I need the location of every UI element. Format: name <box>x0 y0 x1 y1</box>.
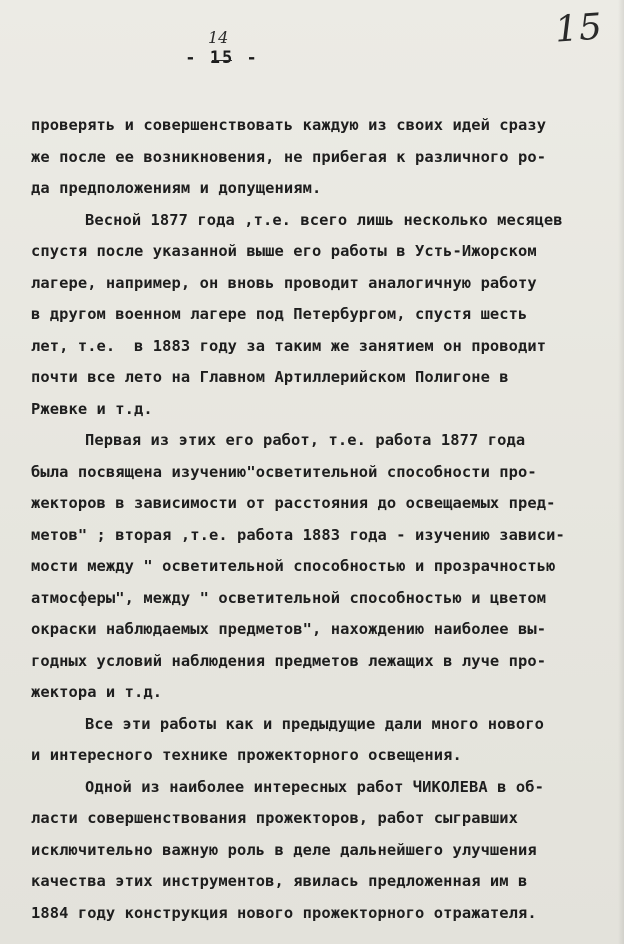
typed-page-number: - 15 - <box>185 48 259 68</box>
paragraph-first-line: Весной 1877 года ,т.е. всего лишь несколько месяцев <box>85 210 563 229</box>
text-line: проверять и совершенствовать каждую из своих идей сразу <box>31 116 547 134</box>
text-line: Ржевке и т.д. <box>31 399 153 418</box>
text-line: окраски наблюдаемых предметов", нахождению наиболее вы- <box>31 620 547 638</box>
text-line: лет, т.е. в 1883 году за таким же занятием он проводит <box>31 336 547 355</box>
paragraph-first-line: Одной из наиболее интересных работ ЧИКОЛЕВА в об- <box>85 777 544 796</box>
text-line: да предположениям и допущениям. <box>31 179 322 197</box>
strikethrough-mark <box>212 60 232 61</box>
text-line: жекторов в зависимости от расстояния до освещаемых пред- <box>31 494 556 512</box>
text-line: мости между " осветительной способностью и прозрачностью <box>31 557 556 575</box>
text-line: была посвящена изучению"осветительной способности про- <box>31 462 537 481</box>
typed-body-text <box>31 110 611 929</box>
paragraph-first-line: Все эти работы как и предыдущие дали много нового <box>85 714 544 733</box>
text-line: атмосферы", между " осветительной способностью и цветом <box>31 588 547 607</box>
text-line: же после ее возникновения, не прибегая к различного ро- <box>31 147 547 166</box>
text-line: исключительно важную роль в деле дальнейшего улучшения <box>31 840 537 859</box>
handwritten-page-number: 15 <box>553 6 605 51</box>
text-line: метов" ; вторая ,т.е. работа 1883 года - изучению зависи- <box>31 525 565 544</box>
text-line: и интересного технике прожекторного освещения. <box>31 746 462 764</box>
page-edge-shadow <box>618 0 624 944</box>
text-line: 1884 году конструкция нового прожекторного отражателя. <box>31 903 537 922</box>
handwritten-corrected-number: 14 <box>208 28 229 47</box>
text-line: ласти совершенствования прожекторов, работ сыгравших <box>31 809 519 827</box>
text-line: годных условий наблюдения предметов лежащих в луче про- <box>31 651 547 670</box>
text-line: жектора и т.д. <box>31 683 163 701</box>
text-line: качества этих инструментов, явилась предложенная им в <box>31 872 528 890</box>
text-line: лагере, например, он вновь проводит аналогичную работу <box>31 273 537 292</box>
text-line: спустя после указанной выше его работы в Усть-Ижорском <box>31 242 537 260</box>
text-line: в другом военном лагере под Петербургом, спустя шесть <box>31 305 528 323</box>
paragraph-first-line: Первая из этих его работ, т.е. работа 1877 года <box>85 431 526 449</box>
text-line: почти все лето на Главном Артиллерийском Полигоне в <box>31 368 509 386</box>
